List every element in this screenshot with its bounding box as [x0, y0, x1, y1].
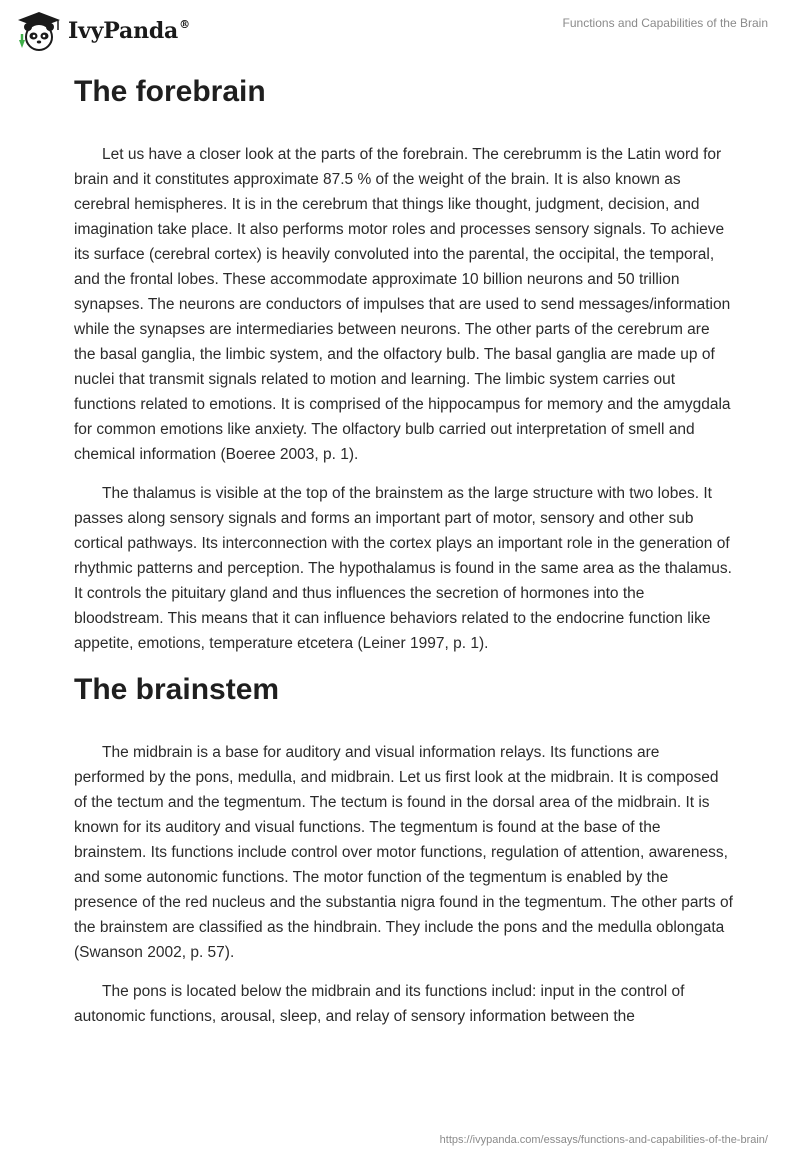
document-title: Functions and Capabilities of the Brain	[562, 16, 768, 30]
brand-name: IvyPanda®	[68, 18, 190, 44]
paragraph: Let us have a closer look at the parts of the forebrain. The cerebrumm is the Latin word for brain and it constitutes approximate 87.5 % of the weight of the brain. It is also known as cerebral hemispheres. It is in the cerebrum that things like thought, judgment, decision, and imagination take place. It also performs motor roles and processes sensory signals. To achieve its surface (cerebral cortex) is heavily convoluted into the parental, the occipital, the temporal, and the frontal lobes. These accommodate approximate 10 billion neurons and 50 trillion synapses. The neurons are conductors of impulses that are used to send messages/information while the synapses are intermediaries between neurons. The other parts of the cerebrum are the basal ganglia, the limbic system, and the olfactory bulb. The basal ganglia are made up of nuclei that transmit signals related to motion and learning. The limbic system carries out functions related to emotions. It is comprised of the hippocampus for memory and the amygdala for common emotions like anxiety. The olfactory bulb carried out interpretation of smell and chemical information (Boeree 2003, p. 1).	[74, 146, 731, 463]
ivypanda-logo[interactable]	[16, 8, 190, 54]
essay-content	[74, 62, 734, 1029]
paragraph: The midbrain is a base for auditory and visual information relays. Its functions are performed by the pons, medulla, and midbrain. Let us first look at the midbrain. It is composed of the tectum and the tegmentum. The tectum is found in the dorsal area of the midbrain. It is known for its auditory and visual functions. The tegmentum is found at the base of the brainstem. Its functions include control over motor functions, regulation of attention, awareness, and some autonomic functions. The motor function of the tegmentum is enabled by the presence of the red nucleus and the substantia nigra found in the tegmentum. The other parts of the brainstem are classified as the hindbrain. They include the pons and the medulla oblongata (Swanson 2002, p. 57).	[74, 744, 733, 961]
panda-logo-icon	[16, 10, 62, 52]
page-header	[0, 0, 800, 62]
source-url[interactable]: https://ivypanda.com/essays/functions-and-capabilities-of-the-brain/	[439, 1134, 768, 1146]
section-heading-brainstem: The brainstem	[74, 673, 280, 706]
section-heading-forebrain: The forebrain	[74, 75, 266, 108]
paragraph: The thalamus is visible at the top of the brainstem as the large structure with two lobes. It passes along sensory signals and forms an important part of motor, sensory and other sub cortical pathways. Its interconnection with the cortex plays an important role in the generation of rhythmic patterns and perception. The hypothalamus is found in the same area as the thalamus. It controls the pituitary gland and thus influences the secretion of hormones into the bloodstream. This means that it can influence behaviors related to the endocrine function like appetite, emotions, temperature etcetera (Leiner 1997, p. 1).	[74, 485, 732, 652]
paragraph: The pons is located below the midbrain and its functions includ: input in the control of autonomic functions, arousal, sleep, and relay of sensory information between the	[74, 983, 685, 1025]
